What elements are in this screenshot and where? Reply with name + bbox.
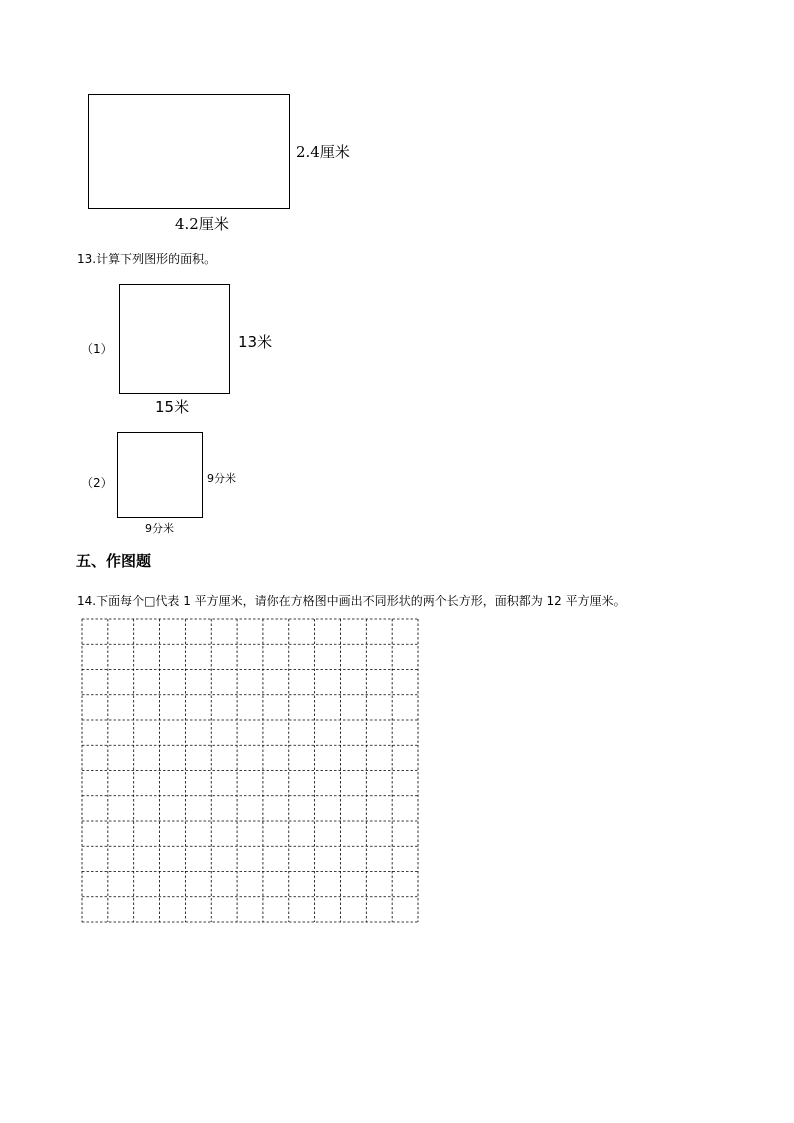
- figure-2-width-label: 9分米: [145, 522, 174, 535]
- rectangle-top: [88, 94, 290, 209]
- square-grid[interactable]: [81, 618, 419, 923]
- figure-1-width-label: 15米: [155, 398, 190, 416]
- rectangle-top-width-label: 4.2厘米: [175, 215, 229, 233]
- square-figure-2: [117, 432, 203, 518]
- question-13-prompt: 13.计算下列图形的面积。: [77, 252, 217, 266]
- figure-1-height-label: 13米: [238, 333, 273, 351]
- figure-2-height-label: 9分米: [207, 472, 236, 485]
- question-14-prompt: 14.下面每个□代表 1 平方厘米，请你在方格图中画出不同形状的两个长方形，面积都为 12 平方厘米。: [77, 594, 626, 608]
- rectangle-figure-1: [119, 284, 230, 394]
- figure-1-number: （1）: [81, 342, 113, 356]
- rectangle-top-height-label: 2.4厘米: [296, 143, 350, 161]
- section-5-title: 五、作图题: [76, 552, 152, 570]
- figure-2-number: （2）: [81, 476, 113, 490]
